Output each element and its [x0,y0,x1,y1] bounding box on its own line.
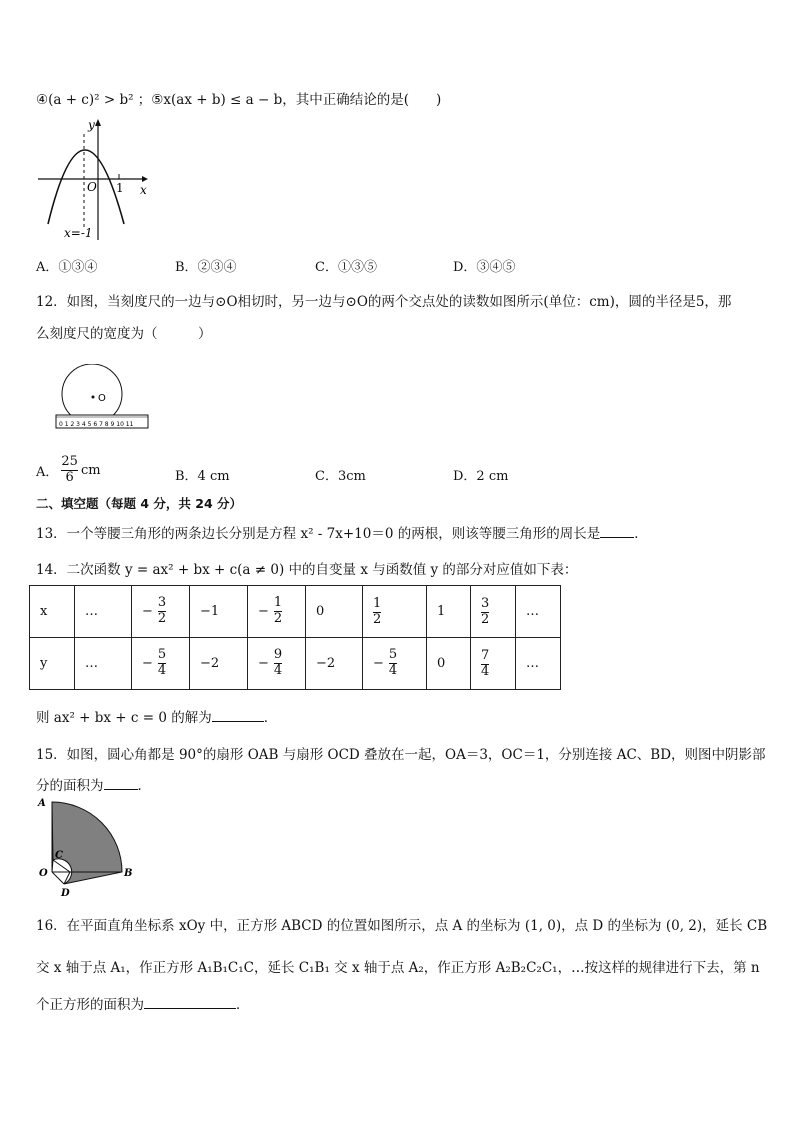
q15-tail: ． [137,778,151,794]
q14-value-table [29,585,561,690]
q12-option-a[interactable] [36,455,101,486]
q16-text: 个正方形的面积为 [36,997,144,1013]
q13-stem [36,522,648,542]
q12-option-a-unit: cm [80,462,101,478]
q11-option-c[interactable]: C．①③⑤ [315,260,377,275]
table-cell: − $\frac{5}{4}$ [132,638,190,690]
table-cell: $\frac{3}{2}$ [471,586,516,638]
q12-option-a-fraction [61,455,78,486]
q12-option-a-label: A． [36,464,59,480]
table-cell-ellipsis: … [516,638,561,690]
point-d-label: D [61,888,70,899]
section-heading: 二、填空题（每题 4 分，共 24 分） [36,496,243,511]
graph-origin-label: O [87,180,97,194]
circle-center-label: O [98,393,106,404]
q14-after-text: 则 ax² + bx + c = 0 的解为 [36,710,212,726]
table-cell: −2 [190,638,248,690]
q12-stem-line2: 么刻度尺的宽度为（ ） [36,326,212,342]
q15-answer-blank[interactable] [104,777,138,790]
point-a-label: A [38,798,46,809]
table-cell: $\frac{7}{4}$ [471,638,516,690]
table-row-x [30,586,561,638]
table-cell: −2 [306,638,363,690]
q11-option-b[interactable]: B．②③④ [175,260,237,275]
q14-tail: ． [263,710,278,726]
q12-stem-line1: 12．如图，当刻度尺的一边与⊙O相切时，另一边与⊙O的两个交点处的读数如图所示(单位：cm)，圆的半径是5，那 [36,294,732,310]
table-cell: $\frac{1}{2}$ [363,586,427,638]
row-head-y: y [30,638,75,690]
table-cell: 0 [306,586,363,638]
table-cell: −1 [190,586,248,638]
fraction-numerator: 25 [61,454,78,469]
graph-axis-note: x=-1 [64,226,93,240]
q14-stem: 14．二次函数 y = ax² + bx + c(a ≠ 0) 中的自变量 x 与函数值 y 的部分对应值如下表： [36,562,578,578]
q12-option-b[interactable]: B．4 cm [175,469,230,484]
q13-text: 13．一个等腰三角形的两条边长分别是方程 x² - 7x+10＝0 的两根，则该等腰三角形的周长是 [36,526,601,542]
q11-option-a[interactable]: A．①③④ [36,260,98,275]
q11-option-d[interactable]: D．③④⑤ [453,260,516,275]
q16-stem-line3 [36,993,250,1013]
q16-stem-line1: 16．在平面直角坐标系 xOy 中，正方形 ABCD 的位置如图所示，点 A 的坐标为 (1, 0)，点 D 的坐标为 (0, 2)，延长 CB [36,918,768,934]
q14-answer-blank[interactable] [212,709,264,722]
table-cell: − $\frac{3}{2}$ [132,586,190,638]
table-cell-ellipsis: … [75,638,132,690]
q16-stem-line2: 交 x 轴于点 A₁，作正方形 A₁B₁C₁C，延长 C₁B₁ 交 x 轴于点 A₂，作正方形 A₂B₂C₂C₁，…按这样的规律进行下去，第 n [36,960,760,976]
table-cell-ellipsis: … [75,586,132,638]
table-cell: 1 [427,586,471,638]
q14-answer-line [36,706,277,726]
q15-sector-figure [34,796,134,900]
q11-parabola-graph [34,116,159,244]
q16-answer-blank[interactable] [144,996,236,1009]
table-cell-ellipsis: … [516,586,561,638]
q11-conclusion-line: ④(a + c)² > b² ；⑤x(ax + b) ≤ a − b，其中正确结论的是( ) [36,92,442,108]
table-cell: − $\frac{5}{4}$ [363,638,427,690]
table-row-y [30,638,561,690]
table-cell: − $\frac{9}{4}$ [248,638,306,690]
q15-stem-line1: 15．如图，圆心角都是 90°的扇形 OAB 与扇形 OCD 叠放在一起，OA＝3，OC＝1，分别连接 AC、BD，则图中阴影部 [36,747,766,763]
q12-circle-ruler-figure [54,364,154,430]
q16-tail: ． [236,997,250,1013]
point-c-label: C [55,850,63,861]
table-cell: 0 [427,638,471,690]
q13-answer-blank[interactable] [600,525,634,538]
q12-option-d[interactable]: D．2 cm [453,469,509,484]
q15-stem-line2 [36,774,151,794]
graph-one-label: 1 [116,181,124,195]
q15-text: 分的面积为 [36,778,104,794]
graph-x-label: x [140,183,147,197]
ruler-marks: 0 1 2 3 4 5 6 7 8 9 10 11 [59,421,134,428]
q13-tail: ． [634,526,648,542]
fraction-denominator: 6 [65,469,74,485]
graph-y-label: y [88,118,95,132]
table-cell: − $\frac{1}{2}$ [248,586,306,638]
point-o-label: O [39,868,48,879]
row-head-x: x [30,586,75,638]
point-b-label: B [124,868,133,879]
q12-option-c[interactable]: C．3cm [315,469,366,484]
